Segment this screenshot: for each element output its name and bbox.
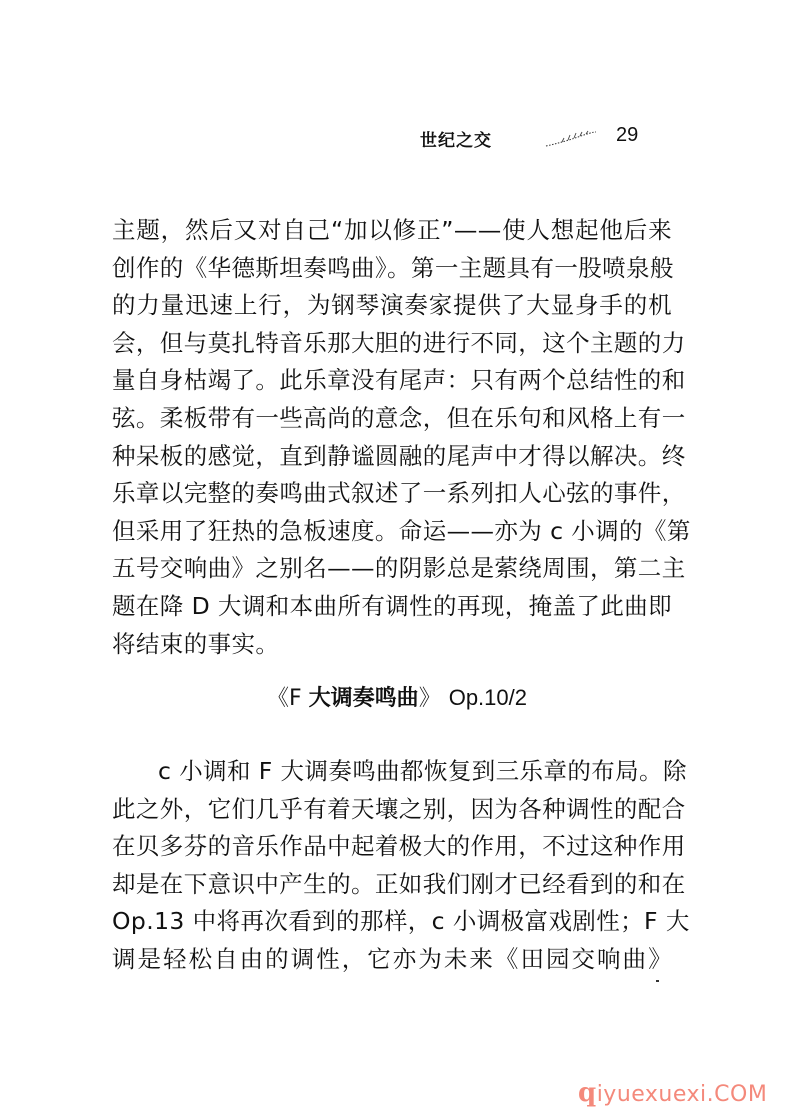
text-line: 种呆板的感觉，直到静谧圆融的尾声中才得以解决。终: [112, 441, 686, 470]
page-number: 29: [616, 124, 639, 146]
watermark-logo-letter: q: [578, 1078, 597, 1108]
text-line: 五号交响曲》之别名——的阴影总是萦绕周围，第二主: [112, 554, 686, 583]
text-line: Op.13 中将再次看到的那样，c 小调极富戏剧性；F 大: [112, 907, 690, 936]
text-line: 弦。柔板带有一些高尚的意念，但在乐句和风格上有一: [112, 403, 686, 432]
running-header: [420, 124, 670, 156]
text-line: 调是轻松自由的调性，它亦为未来《田园交响曲》: [112, 944, 672, 973]
running-title: 世纪之交: [420, 131, 492, 151]
text-line: 题在降 D 大调和本曲所有调性的再现，掩盖了此曲即: [112, 591, 673, 620]
watermark: [578, 1078, 767, 1108]
text-line: 将结束的事实。: [112, 629, 280, 658]
text-line: 在贝多芬的音乐作品中起着极大的作用，不过这种作用: [112, 832, 686, 861]
text-line: 却是在下意识中产生的。正如我们刚才已经看到的和在: [112, 869, 686, 898]
heading-open-quote: 《: [267, 686, 290, 711]
text-line: 的力量迅速上行，为钢琴演奏家提供了大显身手的机: [112, 291, 672, 320]
heading-opus: Op.10/2: [448, 685, 527, 710]
scan-speck: [656, 980, 659, 982]
text-line: 乐章以完整的奏鸣曲式叙述了一系列扣人心弦的事件，: [112, 479, 686, 508]
heading-key-letter: F: [289, 686, 302, 711]
feather-ornament-icon: [544, 130, 598, 148]
body-paragraph-2: [112, 753, 690, 979]
text-line: 会，但与莫扎特音乐那大胆的进行不同，这个主题的力: [112, 328, 686, 357]
heading-title: 大调奏鸣曲: [308, 685, 419, 711]
text-line: 但采用了狂热的急板速度。命运——亦为 c 小调的《第: [112, 516, 691, 545]
heading-close-quote: 》: [418, 686, 441, 711]
section-heading: [0, 680, 794, 716]
text-line: 此之外，它们几乎有着天壤之别，因为各种调性的配合: [112, 794, 686, 823]
body-paragraph-1: [112, 212, 691, 663]
text-line: 创作的《华德斯坦奏鸣曲》。第一主题具有一股喷泉般: [112, 253, 674, 282]
text-line: 量自身枯竭了。此乐章没有尾声：只有两个总结性的和: [112, 366, 686, 395]
text-line: c 小调和 F 大调奏鸣曲都恢复到三乐章的布局。除: [158, 757, 687, 785]
text-line: 主题，然后又对自己“加以修正”——使人想起他后来: [112, 216, 672, 244]
watermark-text: iyuexuexi.COM: [596, 1082, 768, 1107]
